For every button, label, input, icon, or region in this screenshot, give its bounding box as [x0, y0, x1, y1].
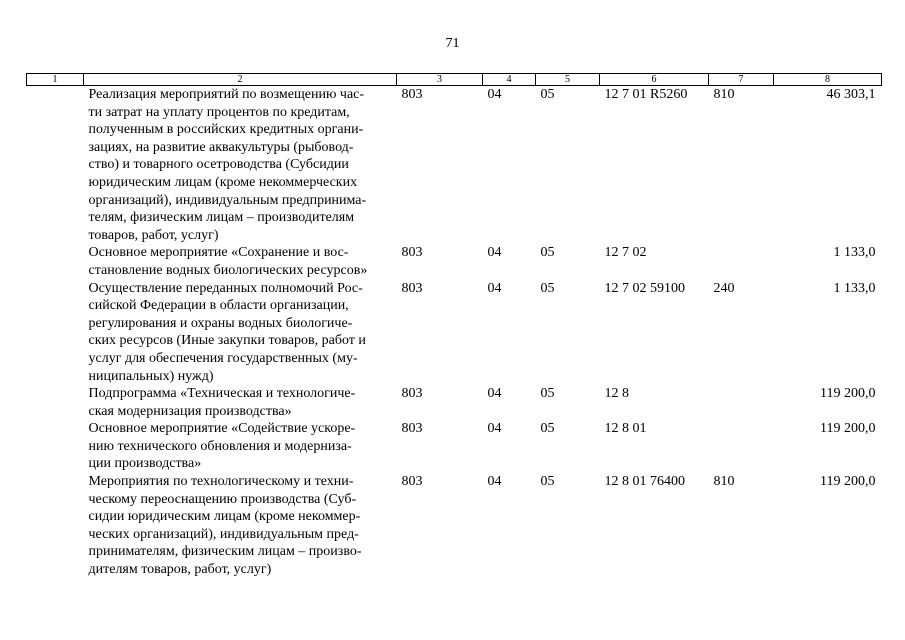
row-col-1 — [27, 385, 84, 420]
row-section: 04 — [487, 474, 502, 490]
row-name-line: Реализация мероприятий по возмещению час- — [88, 87, 365, 102]
row-name-line: зациях, на развитие аквакультуры (рыбовод- — [88, 139, 354, 155]
row-name-line: ских ресурсов (Иные закупки товаров, работ и — [88, 333, 366, 349]
row-name-line: регулирования и охраны водных биологиче- — [88, 315, 353, 331]
header-col-6: 6 — [600, 74, 709, 86]
header-col-5: 5 — [536, 74, 600, 86]
row-name-line: ниципальных) нужд) — [88, 368, 214, 384]
row-name-line: сийской Федерации в области организации, — [88, 298, 349, 314]
row-col-1 — [27, 280, 84, 386]
header-col-8: 8 — [774, 74, 882, 86]
row-col-1 — [27, 86, 84, 245]
row-name-line: ческому переоснащению производства (Суб- — [88, 491, 357, 507]
row-section: 04 — [487, 245, 502, 261]
row-name-line: Основное мероприятие «Содействие ускоре- — [88, 421, 356, 437]
row-name-line: ская модернизация производства» — [88, 403, 292, 419]
row-section: 04 — [487, 386, 502, 402]
row-type: 810 — [713, 87, 735, 102]
row-target: 12 8 01 76400 — [604, 474, 685, 490]
row-ministry: 803 — [401, 280, 423, 296]
row-amount: 46 303,1 — [826, 87, 876, 102]
row-subsection: 05 — [540, 474, 555, 490]
table-row — [27, 280, 882, 386]
row-name-line: Мероприятия по технологическому и техни- — [88, 474, 354, 490]
table-row — [27, 86, 882, 245]
row-amount: 119 200,0 — [820, 474, 876, 490]
row-name-line: ции производства» — [88, 456, 202, 472]
row-name — [84, 420, 397, 473]
row-subsection: 05 — [540, 386, 555, 402]
row-name-line: юридическим лицам (кроме некоммерческих — [88, 174, 358, 190]
row-name-line: услуг для обеспечения государственных (му- — [88, 350, 358, 366]
header-col-1: 1 — [27, 74, 84, 86]
row-target: 12 8 — [604, 386, 629, 402]
header-col-4: 4 — [483, 74, 536, 86]
row-name — [84, 280, 397, 386]
row-name-line: нию технического обновления и модерниза- — [88, 438, 352, 454]
row-name-line: ти затрат на уплату процентов по кредитам, — [88, 104, 350, 120]
row-name — [84, 244, 397, 279]
header-col-3: 3 — [397, 74, 483, 86]
table-row — [27, 420, 882, 473]
header-row — [27, 74, 882, 86]
row-ministry: 803 — [401, 245, 423, 261]
row-amount: 1 133,0 — [833, 280, 876, 296]
row-name-line: телям, физическим лицам – производителям — [88, 210, 355, 226]
row-amount: 1 133,0 — [833, 245, 876, 261]
row-amount: 119 200,0 — [820, 386, 876, 402]
header-col-2: 2 — [84, 74, 397, 86]
row-ministry: 803 — [401, 386, 423, 402]
row-ministry: 803 — [401, 87, 423, 102]
row-target: 12 8 01 — [604, 421, 647, 437]
row-type — [709, 385, 774, 420]
row-type — [709, 420, 774, 473]
page-number: 71 — [445, 36, 460, 51]
table-row — [27, 473, 882, 579]
row-section: 04 — [487, 421, 502, 437]
row-name — [84, 385, 397, 420]
row-name — [84, 473, 397, 579]
row-subsection: 05 — [540, 87, 555, 102]
row-name — [84, 86, 397, 245]
row-subsection: 05 — [540, 421, 555, 437]
row-ministry: 803 — [401, 474, 423, 490]
row-name-line: Основное мероприятие «Сохранение и вос- — [88, 245, 349, 261]
row-col-1 — [27, 473, 84, 579]
row-amount: 119 200,0 — [820, 421, 876, 437]
table-row — [27, 385, 882, 420]
row-section: 04 — [487, 280, 502, 296]
row-type: 240 — [713, 280, 735, 296]
row-subsection: 05 — [540, 280, 555, 296]
row-name-line: сидии юридическим лицам (кроме некоммер- — [88, 509, 361, 525]
table-row — [27, 244, 882, 279]
row-name-line: Осуществление переданных полномочий Рос- — [88, 280, 363, 296]
row-target: 12 7 01 R5260 — [604, 87, 688, 102]
row-name-line: организаций), индивидуальным предпринима- — [88, 192, 367, 208]
row-target: 12 7 02 — [604, 245, 647, 261]
row-name-line: дителям товаров, работ, услуг) — [88, 562, 272, 578]
row-type: 810 — [713, 474, 735, 490]
row-name-line: товаров, работ, услуг) — [88, 227, 219, 243]
row-section: 04 — [487, 87, 502, 102]
row-type — [709, 244, 774, 279]
table-body — [27, 86, 882, 579]
table-header — [27, 74, 882, 86]
budget-table — [26, 73, 882, 579]
row-name-line: ство) и товарного осетроводства (Субсидии — [88, 157, 349, 173]
row-ministry: 803 — [401, 421, 423, 437]
row-col-1 — [27, 420, 84, 473]
row-name-line: становление водных биологических ресурсов» — [88, 262, 368, 278]
row-name-line: Подпрограмма «Техническая и технологиче- — [88, 386, 356, 402]
row-name-line: ческих организаций), индивидуальным пред- — [88, 526, 359, 542]
row-name-line: полученным в российских кредитных органи- — [88, 122, 364, 138]
header-col-7: 7 — [709, 74, 774, 86]
row-col-1 — [27, 244, 84, 279]
row-name-line: принимателям, физическим лицам – произво- — [88, 544, 362, 560]
row-subsection: 05 — [540, 245, 555, 261]
row-target: 12 7 02 59100 — [604, 280, 685, 296]
